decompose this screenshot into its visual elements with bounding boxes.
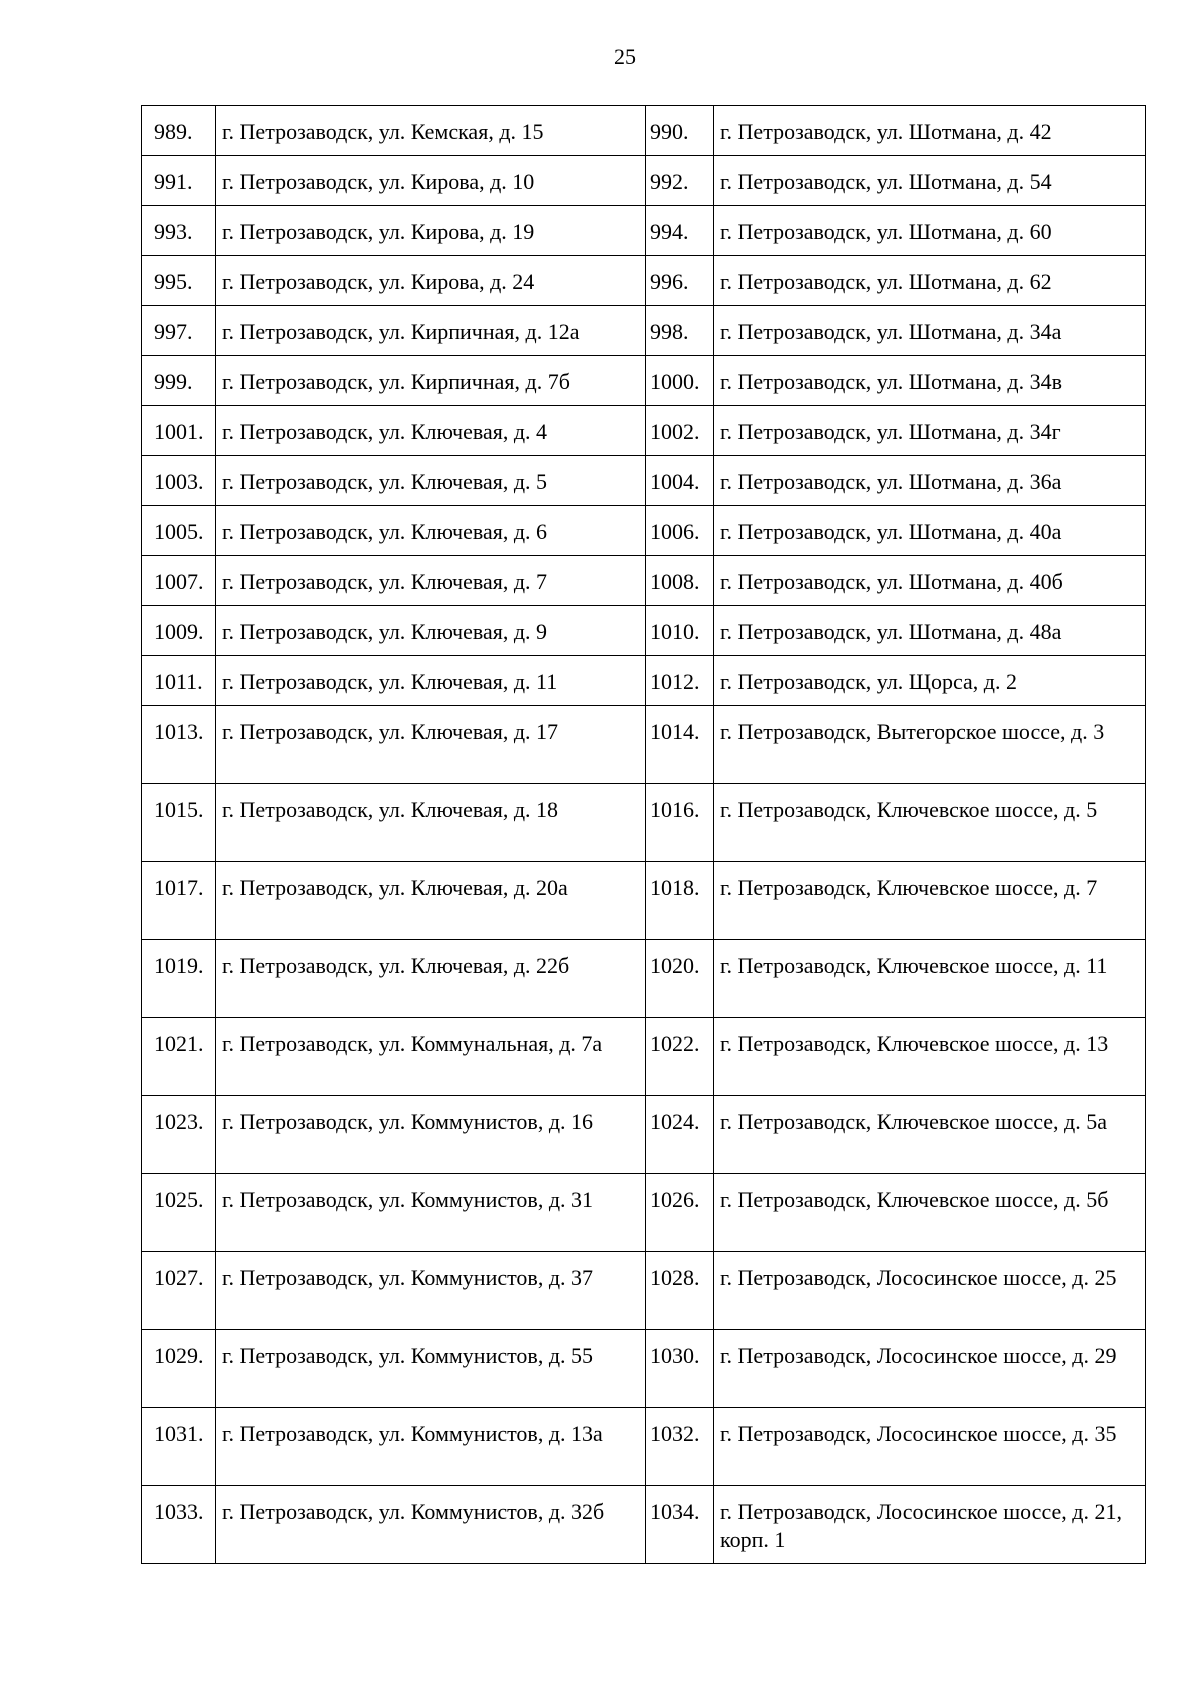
row-number-left: 1015. — [142, 784, 216, 862]
row-number-left: 989. — [142, 106, 216, 156]
address-left: г. Петрозаводск, ул. Ключевая, д. 18 — [216, 784, 646, 862]
table-row — [142, 784, 1146, 862]
table-row — [142, 106, 1146, 156]
row-number-right: 1004. — [646, 456, 714, 506]
row-number-left: 1021. — [142, 1018, 216, 1096]
address-left: г. Петрозаводск, ул. Ключевая, д. 9 — [216, 606, 646, 656]
row-number-right: 1028. — [646, 1252, 714, 1330]
row-number-right: 998. — [646, 306, 714, 356]
address-left: г. Петрозаводск, ул. Ключевая, д. 4 — [216, 406, 646, 456]
address-left: г. Петрозаводск, ул. Кемская, д. 15 — [216, 106, 646, 156]
table-row — [142, 1096, 1146, 1174]
address-left: г. Петрозаводск, ул. Кирова, д. 10 — [216, 156, 646, 206]
address-right: г. Петрозаводск, Ключевское шоссе, д. 11 — [714, 940, 1146, 1018]
table-row — [142, 1174, 1146, 1252]
table-row — [142, 156, 1146, 206]
row-number-right: 1018. — [646, 862, 714, 940]
address-left: г. Петрозаводск, ул. Ключевая, д. 22б — [216, 940, 646, 1018]
table-row — [142, 506, 1146, 556]
row-number-left: 1019. — [142, 940, 216, 1018]
address-left: г. Петрозаводск, ул. Ключевая, д. 5 — [216, 456, 646, 506]
row-number-right: 1010. — [646, 606, 714, 656]
row-number-left: 1023. — [142, 1096, 216, 1174]
address-left: г. Петрозаводск, ул. Коммунистов, д. 13а — [216, 1408, 646, 1486]
table-row — [142, 1486, 1146, 1564]
address-right: г. Петрозаводск, Ключевское шоссе, д. 5 — [714, 784, 1146, 862]
table-row — [142, 1252, 1146, 1330]
address-left: г. Петрозаводск, ул. Кирова, д. 19 — [216, 206, 646, 256]
row-number-left: 993. — [142, 206, 216, 256]
row-number-right: 1020. — [646, 940, 714, 1018]
row-number-left: 997. — [142, 306, 216, 356]
table-row — [142, 456, 1146, 506]
address-right: г. Петрозаводск, ул. Шотмана, д. 34в — [714, 356, 1146, 406]
table-row — [142, 206, 1146, 256]
row-number-right: 994. — [646, 206, 714, 256]
address-right: г. Петрозаводск, Лососинское шоссе, д. 21, корп. 1 — [714, 1486, 1146, 1564]
row-number-right: 1016. — [646, 784, 714, 862]
row-number-left: 1011. — [142, 656, 216, 706]
address-left: г. Петрозаводск, ул. Ключевая, д. 17 — [216, 706, 646, 784]
table-row — [142, 706, 1146, 784]
row-number-left: 1001. — [142, 406, 216, 456]
row-number-right: 1034. — [646, 1486, 714, 1564]
row-number-right: 1000. — [646, 356, 714, 406]
page-number: 25 — [614, 44, 636, 69]
row-number-right: 1012. — [646, 656, 714, 706]
address-right: г. Петрозаводск, ул. Шотмана, д. 48а — [714, 606, 1146, 656]
table-row — [142, 940, 1146, 1018]
address-left: г. Петрозаводск, ул. Коммунистов, д. 31 — [216, 1174, 646, 1252]
address-left: г. Петрозаводск, ул. Ключевая, д. 11 — [216, 656, 646, 706]
table-row — [142, 606, 1146, 656]
address-right: г. Петрозаводск, Лососинское шоссе, д. 29 — [714, 1330, 1146, 1408]
row-number-left: 1003. — [142, 456, 216, 506]
row-number-right: 1008. — [646, 556, 714, 606]
table-row — [142, 306, 1146, 356]
table-row — [142, 862, 1146, 940]
row-number-left: 1005. — [142, 506, 216, 556]
address-right: г. Петрозаводск, ул. Шотмана, д. 42 — [714, 106, 1146, 156]
address-right: г. Петрозаводск, Лососинское шоссе, д. 25 — [714, 1252, 1146, 1330]
address-left: г. Петрозаводск, ул. Коммунистов, д. 37 — [216, 1252, 646, 1330]
address-right: г. Петрозаводск, Лососинское шоссе, д. 35 — [714, 1408, 1146, 1486]
row-number-left: 1033. — [142, 1486, 216, 1564]
row-number-left: 995. — [142, 256, 216, 306]
row-number-right: 1032. — [646, 1408, 714, 1486]
address-right: г. Петрозаводск, Ключевское шоссе, д. 7 — [714, 862, 1146, 940]
address-right: г. Петрозаводск, ул. Щорса, д. 2 — [714, 656, 1146, 706]
table-row — [142, 556, 1146, 606]
table-row — [142, 656, 1146, 706]
address-left: г. Петрозаводск, ул. Ключевая, д. 7 — [216, 556, 646, 606]
address-right: г. Петрозаводск, Ключевское шоссе, д. 5б — [714, 1174, 1146, 1252]
row-number-right: 996. — [646, 256, 714, 306]
row-number-left: 1013. — [142, 706, 216, 784]
table-row — [142, 1408, 1146, 1486]
row-number-left: 1025. — [142, 1174, 216, 1252]
table-row — [142, 406, 1146, 456]
address-left: г. Петрозаводск, ул. Коммунальная, д. 7а — [216, 1018, 646, 1096]
row-number-right: 1014. — [646, 706, 714, 784]
address-right: г. Петрозаводск, ул. Шотмана, д. 54 — [714, 156, 1146, 206]
row-number-right: 1024. — [646, 1096, 714, 1174]
address-left: г. Петрозаводск, ул. Ключевая, д. 6 — [216, 506, 646, 556]
address-right: г. Петрозаводск, Вытегорское шоссе, д. 3 — [714, 706, 1146, 784]
address-right: г. Петрозаводск, Ключевское шоссе, д. 13 — [714, 1018, 1146, 1096]
table-row — [142, 356, 1146, 406]
address-left: г. Петрозаводск, ул. Кирпичная, д. 12а — [216, 306, 646, 356]
row-number-left: 1007. — [142, 556, 216, 606]
address-left: г. Петрозаводск, ул. Кирова, д. 24 — [216, 256, 646, 306]
row-number-left: 1017. — [142, 862, 216, 940]
address-left: г. Петрозаводск, ул. Коммунистов, д. 16 — [216, 1096, 646, 1174]
address-right: г. Петрозаводск, ул. Шотмана, д. 62 — [714, 256, 1146, 306]
address-left: г. Петрозаводск, ул. Коммунистов, д. 55 — [216, 1330, 646, 1408]
row-number-left: 1009. — [142, 606, 216, 656]
row-number-right: 1006. — [646, 506, 714, 556]
address-right: г. Петрозаводск, ул. Шотмана, д. 40а — [714, 506, 1146, 556]
address-right: г. Петрозаводск, ул. Шотмана, д. 36а — [714, 456, 1146, 506]
address-right: г. Петрозаводск, ул. Шотмана, д. 60 — [714, 206, 1146, 256]
row-number-left: 1027. — [142, 1252, 216, 1330]
address-left: г. Петрозаводск, ул. Ключевая, д. 20а — [216, 862, 646, 940]
row-number-left: 1029. — [142, 1330, 216, 1408]
row-number-left: 991. — [142, 156, 216, 206]
table-row — [142, 256, 1146, 306]
row-number-left: 999. — [142, 356, 216, 406]
table-row — [142, 1330, 1146, 1408]
address-left: г. Петрозаводск, ул. Коммунистов, д. 32б — [216, 1486, 646, 1564]
row-number-right: 1002. — [646, 406, 714, 456]
address-right: г. Петрозаводск, ул. Шотмана, д. 40б — [714, 556, 1146, 606]
row-number-right: 1026. — [646, 1174, 714, 1252]
table-row — [142, 1018, 1146, 1096]
row-number-right: 1022. — [646, 1018, 714, 1096]
row-number-right: 992. — [646, 156, 714, 206]
address-right: г. Петрозаводск, ул. Шотмана, д. 34г — [714, 406, 1146, 456]
row-number-left: 1031. — [142, 1408, 216, 1486]
address-right: г. Петрозаводск, Ключевское шоссе, д. 5а — [714, 1096, 1146, 1174]
address-table — [141, 105, 1146, 1564]
address-left: г. Петрозаводск, ул. Кирпичная, д. 7б — [216, 356, 646, 406]
address-right: г. Петрозаводск, ул. Шотмана, д. 34а — [714, 306, 1146, 356]
row-number-right: 990. — [646, 106, 714, 156]
row-number-right: 1030. — [646, 1330, 714, 1408]
